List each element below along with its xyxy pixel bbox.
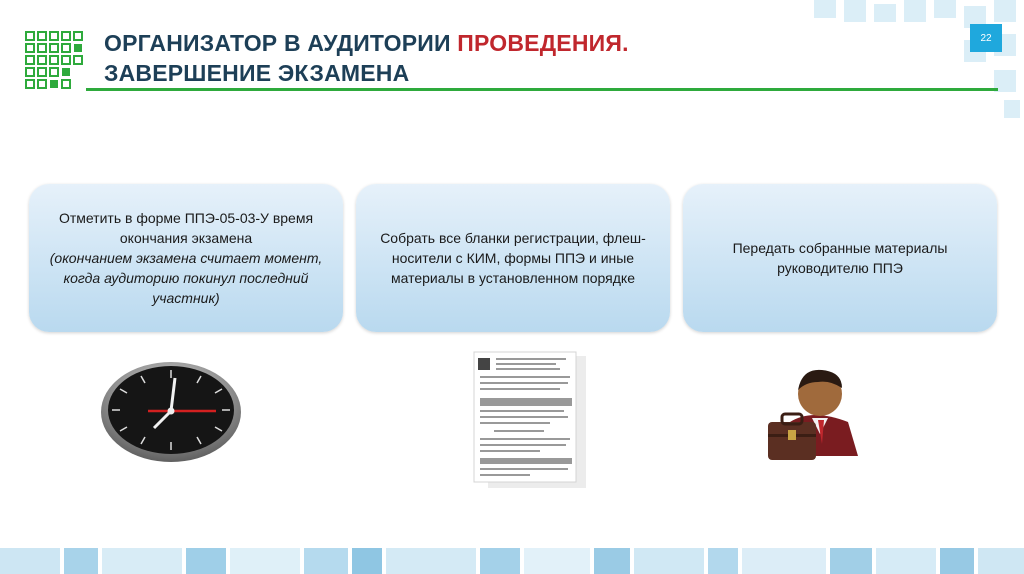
title-main: ОРГАНИЗАТОР В АУДИТОРИИ (104, 30, 458, 56)
title-accent: ПРОВЕДЕНИЯ. (457, 30, 629, 56)
page-number-badge: 22 (970, 24, 1002, 52)
step-card-3 (683, 184, 997, 332)
person-with-briefcase-icon (760, 364, 864, 464)
step-2-text: Собрать все бланки регистрации, флеш-носители с КИМ, формы ППЭ и иные материалы в установленном порядке (380, 230, 646, 286)
step-1-text: Отметить в форме ППЭ-05-03-У время окончания экзамена (58, 210, 314, 246)
logo-icon (24, 28, 92, 92)
document-icon (464, 350, 594, 490)
slide-title (104, 28, 629, 88)
step-card-2 (356, 184, 670, 332)
title-line2: ЗАВЕРШЕНИЕ ЭКЗАМЕНА (104, 60, 410, 86)
decorative-squares (814, 0, 1024, 120)
title-underline (86, 88, 998, 91)
clock-icon (98, 356, 244, 464)
step-3-text: Передать собранные материалы руководителю ППЭ (732, 240, 948, 276)
decorative-bottom-strip (0, 548, 1024, 574)
step-card-1 (29, 184, 343, 332)
step-1-note: (окончанием экзамена считает момент, когда аудиторию покинул последний участник) (49, 250, 323, 306)
